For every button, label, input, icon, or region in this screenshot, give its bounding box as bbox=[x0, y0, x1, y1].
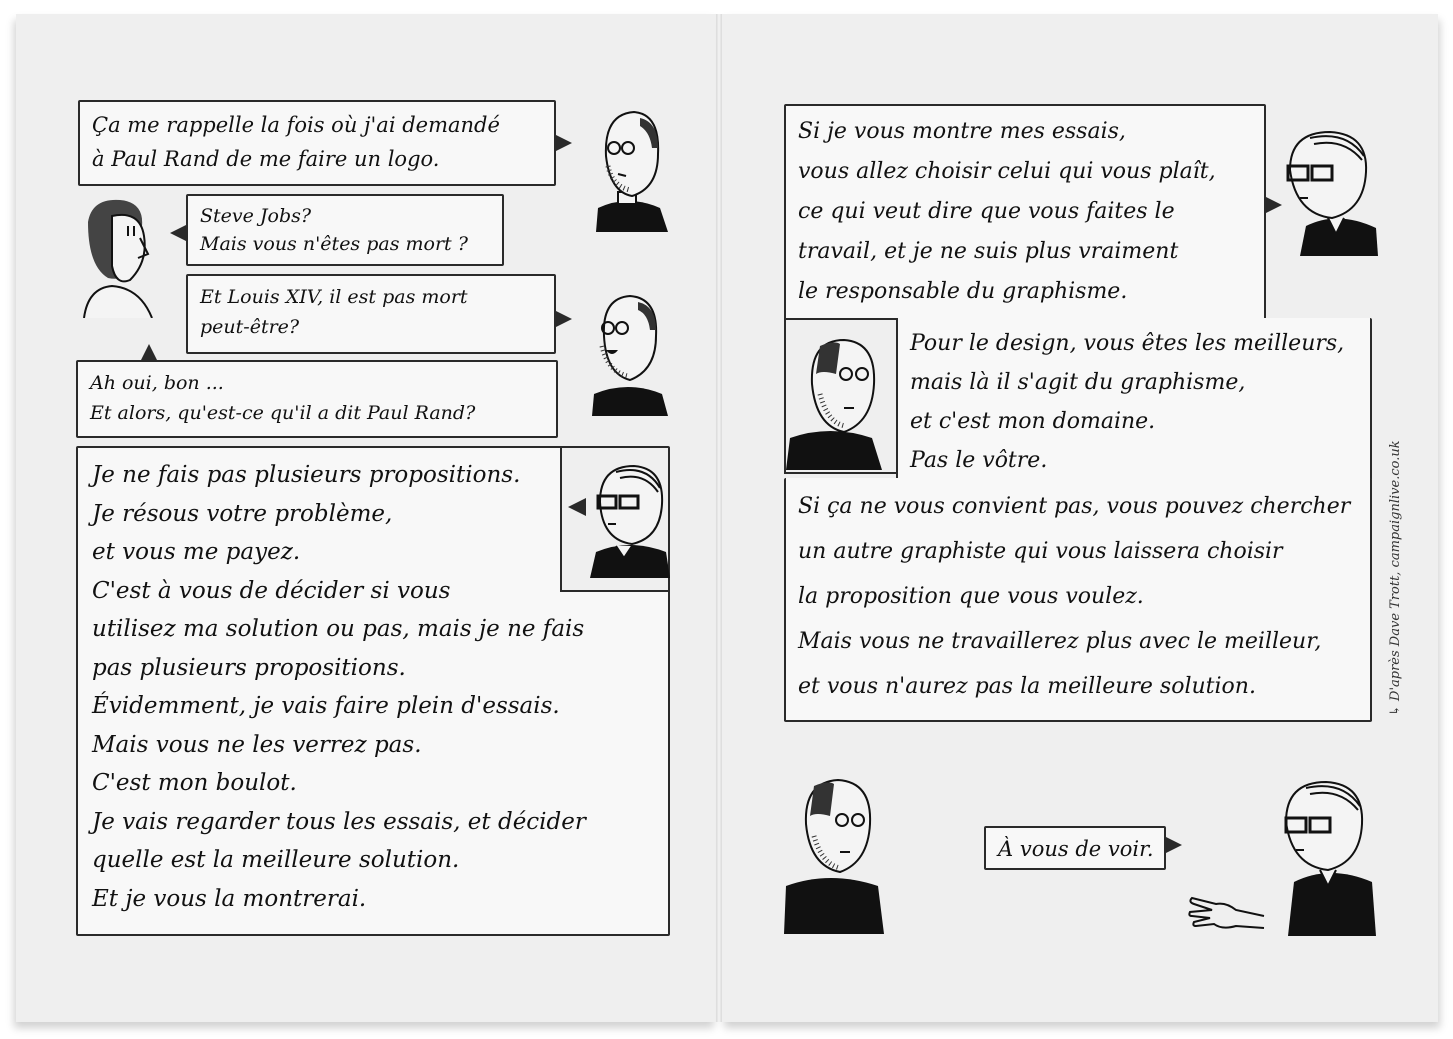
bubble-line: Si je vous montre mes essais, bbox=[798, 119, 1126, 144]
bubble-woman-question bbox=[186, 194, 504, 266]
bubble-tail bbox=[140, 344, 158, 362]
jobs-portrait-3 bbox=[786, 334, 886, 470]
bubble-line: Ça me rappelle la fois où j'ai demandé bbox=[92, 113, 500, 137]
paul-rand-portrait-1b bbox=[586, 462, 670, 578]
bubble-line: la proposition que vous voulez. bbox=[798, 584, 1144, 609]
bubble-tail bbox=[170, 224, 188, 242]
bubble-line: Mais vous ne travaillerez plus avec le meilleur, bbox=[798, 629, 1322, 654]
bubble-line: et vous me payez. bbox=[92, 539, 301, 565]
bubble-line: mais là il s'agit du graphisme, bbox=[910, 370, 1246, 395]
bubble-tail bbox=[1264, 196, 1282, 214]
bubble-line: C'est mon boulot. bbox=[92, 770, 297, 796]
bubble-rand-essais bbox=[784, 104, 1266, 320]
bubble-a-vous-de-voir bbox=[984, 826, 1166, 870]
credit-text: ↳ D'après Dave Trott, campaignlive.co.uk bbox=[1388, 440, 1403, 716]
bubble-rand-choice bbox=[784, 478, 1372, 722]
bubble-line: à Paul Rand de me faire un logo. bbox=[92, 147, 440, 171]
pointing-hand-icon bbox=[1186, 892, 1266, 932]
bubble-line: Pour le design, vous êtes les meilleurs, bbox=[910, 331, 1345, 356]
jobs-portrait-2 bbox=[588, 290, 670, 416]
bubble-line: utilisez ma solution ou pas, mais je ne fais bbox=[92, 616, 585, 642]
bubble-tail bbox=[1164, 836, 1182, 854]
paul-rand-portrait-2 bbox=[1280, 126, 1378, 256]
bubble-line: Si ça ne vous convient pas, vous pouvez chercher bbox=[798, 494, 1351, 519]
bubble-line: Je vais regarder tous les essais, et décider bbox=[92, 808, 586, 835]
bubble-line: travail, et je ne suis plus vraiment bbox=[798, 239, 1179, 264]
jobs-portrait-1 bbox=[588, 104, 670, 232]
bubble-line: Je résous votre problème, bbox=[92, 500, 393, 527]
bubble-jobs-intro bbox=[78, 100, 556, 186]
bubble-line: À vous de voir. bbox=[998, 837, 1154, 861]
bubble-line: Et je vous la montrerai. bbox=[92, 885, 367, 912]
bubble-line: Mais vous n'êtes pas mort ? bbox=[200, 233, 468, 255]
bubble-line: Pas le vôtre. bbox=[910, 448, 1048, 473]
jobs-portrait-4 bbox=[784, 776, 884, 934]
book-gutter bbox=[716, 14, 722, 1022]
bubble-line: Évidemment, je vais faire plein d'essais. bbox=[92, 693, 560, 719]
bubble-tail bbox=[568, 498, 586, 516]
bubble-woman-reply bbox=[76, 360, 558, 438]
bubble-line: ce qui veut dire que vous faites le bbox=[798, 199, 1175, 224]
bubble-tail bbox=[554, 134, 572, 152]
bubble-line: Je ne fais pas plusieurs propositions. bbox=[92, 462, 521, 488]
bubble-rand-design bbox=[896, 318, 1372, 480]
bubble-line: vous allez choisir celui qui vous plaît, bbox=[798, 159, 1216, 184]
bubble-line: le responsable du graphisme. bbox=[798, 279, 1128, 304]
bubble-line: C'est à vous de décider si vous bbox=[92, 577, 451, 604]
bubble-jobs-louis bbox=[186, 274, 556, 354]
bubble-line: Et Louis XIV, il est pas mort bbox=[200, 286, 468, 308]
woman-portrait bbox=[82, 196, 158, 318]
bubble-line: Ah oui, bon ... bbox=[90, 372, 224, 394]
paul-rand-portrait-3 bbox=[1280, 778, 1376, 936]
bubble-line: Et alors, qu'est-ce qu'il a dit Paul Rand? bbox=[90, 402, 476, 424]
bubble-line: un autre graphiste qui vous laissera choisir bbox=[798, 539, 1283, 564]
bubble-line: Steve Jobs? bbox=[200, 205, 312, 227]
bubble-tail bbox=[554, 310, 572, 328]
bubble-line: Mais vous ne les verrez pas. bbox=[92, 731, 422, 758]
bubble-line: et vous n'aurez pas la meilleure solution. bbox=[798, 674, 1256, 699]
bubble-line: quelle est la meilleure solution. bbox=[92, 847, 460, 873]
bubble-line: pas plusieurs propositions. bbox=[92, 654, 406, 681]
bubble-line: et c'est mon domaine. bbox=[910, 409, 1156, 434]
bubble-line: peut-être? bbox=[200, 316, 300, 338]
